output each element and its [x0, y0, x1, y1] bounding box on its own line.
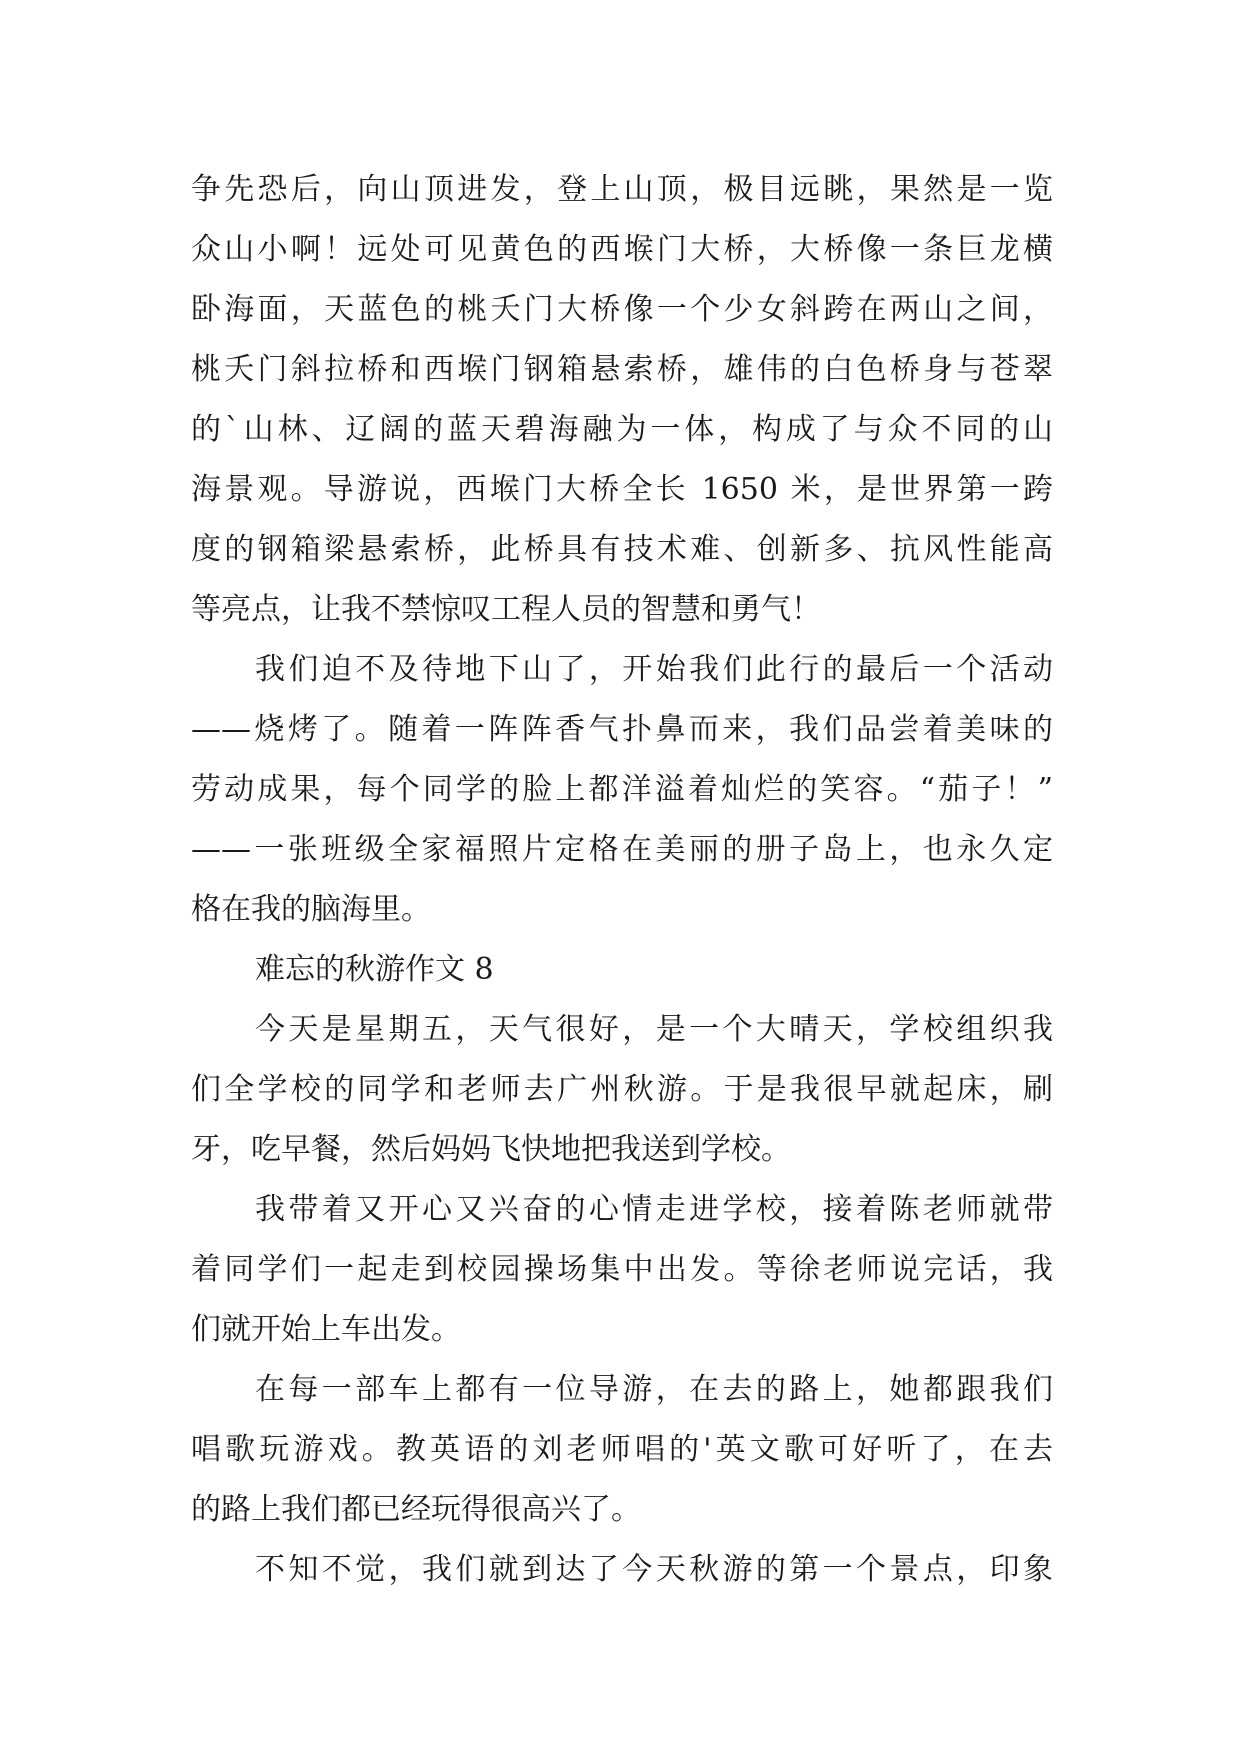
text-line: 等亮点，让我不禁惊叹工程人员的智慧和勇气！	[191, 592, 821, 627]
text-line: 的路上我们都已经玩得很高兴了。	[191, 1492, 641, 1527]
text-line: 劳动成果，每个同学的脸上都洋溢着灿烂的笑容。“茄子！”	[191, 772, 1053, 807]
text-line: 们全学校的同学和老师去广州秋游。于是我很早就起床，刷	[191, 1072, 1053, 1107]
paragraph-first-line: 在每一部车上都有一位导游，在去的路上，她都跟我们	[255, 1372, 1053, 1407]
essay-body	[191, 160, 1053, 1600]
paragraph-first-line: 今天是星期五，天气很好，是一个大晴天，学校组织我	[255, 1012, 1053, 1047]
text-line: 着同学们一起走到校园操场集中出发。等徐老师说完话，我	[191, 1252, 1053, 1287]
paragraph-first-line: 不知不觉，我们就到达了今天秋游的第一个景点，印象	[255, 1552, 1053, 1587]
text-line: 海景观。导游说，西堠门大桥全长 1650 米，是世界第一跨	[191, 472, 1053, 507]
text-line: 桃夭门斜拉桥和西堠门钢箱悬索桥，雄伟的白色桥身与苍翠	[191, 352, 1053, 387]
paragraph-first-line: 我带着又开心又兴奋的心情走进学校，接着陈老师就带	[255, 1192, 1053, 1227]
text-line: ——烧烤了。随着一阵阵香气扑鼻而来，我们品尝着美味的	[191, 712, 1053, 747]
text-line: 牙，吃早餐，然后妈妈飞快地把我送到学校。	[191, 1132, 791, 1167]
text-line: 众山小啊！远处可见黄色的西堠门大桥，大桥像一条巨龙横	[191, 232, 1053, 267]
text-line: ——一张班级全家福照片定格在美丽的册子岛上，也永久定	[191, 832, 1053, 867]
text-line: 们就开始上车出发。	[191, 1312, 461, 1347]
text-line: 度的钢箱梁悬索桥，此桥具有技术难、创新多、抗风性能高	[191, 532, 1053, 567]
section-heading: 难忘的秋游作文 8	[255, 952, 494, 987]
paragraph-first-line: 我们迫不及待地下山了，开始我们此行的最后一个活动	[255, 652, 1053, 687]
text-line: 争先恐后，向山顶进发，登上山顶，极目远眺，果然是一览	[191, 172, 1053, 207]
text-line: 格在我的脑海里。	[191, 892, 431, 927]
text-line: 卧海面，天蓝色的桃夭门大桥像一个少女斜跨在两山之间，	[191, 292, 1053, 327]
text-line: 唱歌玩游戏。教英语的刘老师唱的'英文歌可好听了，在去	[191, 1432, 1053, 1467]
text-line: 的`山林、辽阔的蓝天碧海融为一体，构成了与众不同的山	[191, 412, 1053, 447]
